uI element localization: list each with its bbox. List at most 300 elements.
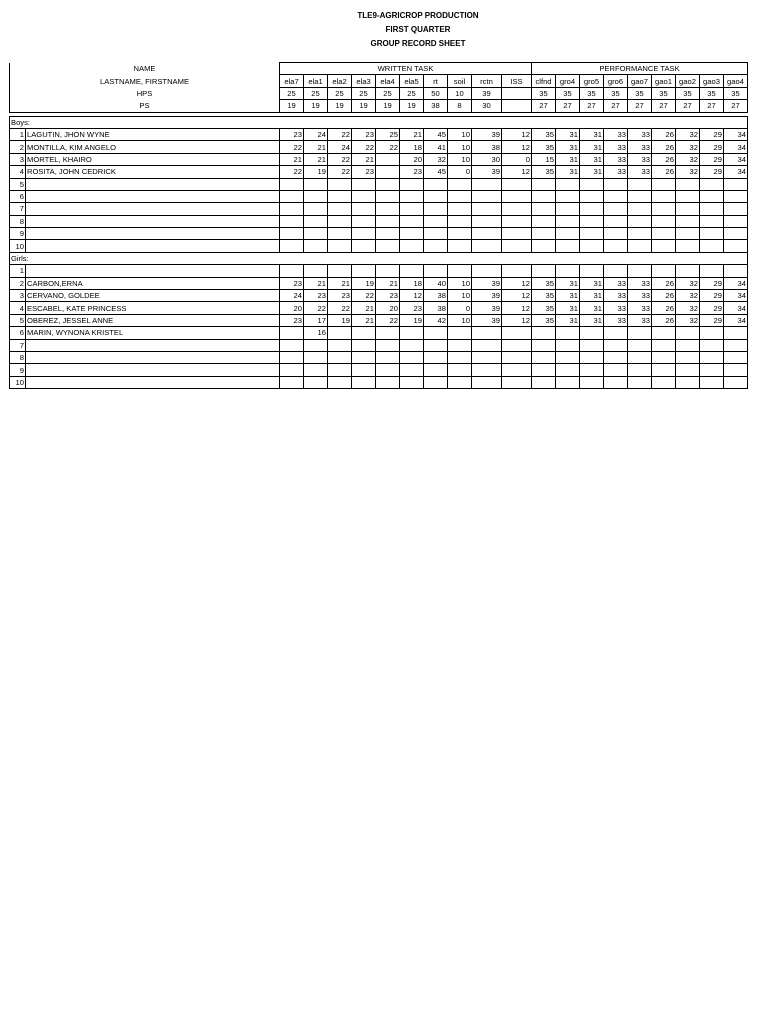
table-row — [10, 265, 748, 277]
ps-performance-cell: 27 — [604, 100, 628, 112]
written-score: 23 — [352, 166, 376, 178]
performance-score — [724, 228, 748, 240]
written-score — [448, 178, 472, 190]
row-number: 2 — [10, 141, 26, 153]
written-score: 38 — [424, 290, 448, 302]
student-name: MONTILLA, KIM ANGELO — [26, 141, 280, 153]
performance-score — [580, 327, 604, 339]
written-score — [352, 351, 376, 363]
performance-score — [724, 339, 748, 351]
performance-col-header: gao2 — [676, 75, 700, 87]
written-score — [400, 228, 424, 240]
performance-score: 33 — [628, 128, 652, 140]
written-score — [352, 203, 376, 215]
performance-score — [628, 228, 652, 240]
performance-score — [556, 376, 580, 388]
written-score — [280, 240, 304, 252]
performance-score — [700, 376, 724, 388]
performance-score — [676, 376, 700, 388]
row-number: 8 — [10, 351, 26, 363]
written-score: 39 — [472, 277, 502, 289]
performance-score — [580, 265, 604, 277]
header-row-ps — [10, 100, 748, 112]
performance-score: 33 — [604, 277, 628, 289]
performance-score: 31 — [580, 314, 604, 326]
performance-score — [556, 339, 580, 351]
performance-score — [532, 215, 556, 227]
written-score: 20 — [400, 153, 424, 165]
performance-score: 33 — [628, 153, 652, 165]
performance-score — [556, 240, 580, 252]
written-score — [400, 203, 424, 215]
performance-score — [628, 215, 652, 227]
written-score — [328, 364, 352, 376]
written-score: 22 — [328, 302, 352, 314]
performance-score — [532, 376, 556, 388]
table-row — [10, 277, 748, 289]
written-score — [328, 339, 352, 351]
written-score — [472, 203, 502, 215]
student-name: CARBON,ERNA — [26, 277, 280, 289]
written-score — [376, 351, 400, 363]
ps-label: PS — [10, 100, 280, 112]
performance-score — [652, 240, 676, 252]
student-name: ROSITA, JOHN CEDRICK — [26, 166, 280, 178]
performance-col-header: gao3 — [700, 75, 724, 87]
written-score — [352, 339, 376, 351]
performance-score: 29 — [700, 153, 724, 165]
written-score — [502, 364, 532, 376]
hps-performance-cell: 35 — [724, 87, 748, 99]
ps-written-cell: 19 — [376, 100, 400, 112]
written-score: 20 — [376, 302, 400, 314]
table-row — [10, 178, 748, 190]
performance-score — [676, 351, 700, 363]
written-score — [424, 376, 448, 388]
written-score — [352, 178, 376, 190]
written-score — [400, 265, 424, 277]
written-score — [472, 265, 502, 277]
written-score — [376, 153, 400, 165]
ps-written-cell: 30 — [472, 100, 502, 112]
written-score: 16 — [304, 327, 328, 339]
performance-score — [580, 215, 604, 227]
written-score — [280, 178, 304, 190]
written-score: 24 — [304, 128, 328, 140]
performance-score — [604, 215, 628, 227]
written-score — [502, 228, 532, 240]
performance-score: 29 — [700, 141, 724, 153]
written-score — [352, 228, 376, 240]
performance-score — [556, 215, 580, 227]
performance-score — [700, 228, 724, 240]
written-score — [280, 228, 304, 240]
name-subheader: LASTNAME, FIRSTNAME — [10, 75, 280, 87]
performance-score — [676, 203, 700, 215]
performance-score — [628, 178, 652, 190]
written-score: 21 — [400, 128, 424, 140]
row-number: 7 — [10, 203, 26, 215]
table-row — [10, 141, 748, 153]
written-score: 23 — [400, 302, 424, 314]
written-score — [328, 203, 352, 215]
written-task-header: WRITTEN TASK — [280, 63, 532, 75]
hps-performance-cell: 35 — [580, 87, 604, 99]
table-row — [10, 351, 748, 363]
performance-score: 34 — [724, 141, 748, 153]
written-score — [424, 203, 448, 215]
performance-task-header: PERFORMANCE TASK — [532, 63, 748, 75]
row-number: 6 — [10, 327, 26, 339]
performance-score: 32 — [676, 128, 700, 140]
written-score — [424, 327, 448, 339]
ps-performance-cell: 27 — [580, 100, 604, 112]
ps-performance-cell: 27 — [628, 100, 652, 112]
hps-performance-cell: 35 — [652, 87, 676, 99]
sheet-title-block — [0, 9, 768, 51]
written-score — [304, 364, 328, 376]
written-score — [304, 178, 328, 190]
written-score: 22 — [328, 128, 352, 140]
written-score — [304, 228, 328, 240]
performance-score — [604, 364, 628, 376]
performance-score: 35 — [532, 277, 556, 289]
written-score — [328, 228, 352, 240]
row-number: 5 — [10, 314, 26, 326]
written-score: 38 — [424, 302, 448, 314]
performance-score — [700, 265, 724, 277]
written-score — [328, 265, 352, 277]
written-score — [304, 376, 328, 388]
written-score: 19 — [352, 277, 376, 289]
written-score — [448, 240, 472, 252]
written-score — [352, 265, 376, 277]
performance-score — [724, 190, 748, 202]
performance-score — [724, 265, 748, 277]
performance-score — [724, 240, 748, 252]
written-score: 30 — [472, 153, 502, 165]
written-score — [304, 339, 328, 351]
performance-score — [700, 240, 724, 252]
name-header: NAME — [10, 63, 280, 75]
performance-score: 33 — [604, 302, 628, 314]
performance-score — [700, 364, 724, 376]
performance-score — [628, 203, 652, 215]
written-score: 23 — [280, 314, 304, 326]
performance-score — [652, 190, 676, 202]
performance-score — [604, 190, 628, 202]
performance-score — [532, 240, 556, 252]
written-score: 12 — [400, 290, 424, 302]
written-score: 42 — [424, 314, 448, 326]
written-col-header: ela1 — [304, 75, 328, 87]
performance-score — [724, 376, 748, 388]
hps-performance-cell: 35 — [700, 87, 724, 99]
performance-score: 34 — [724, 302, 748, 314]
performance-score — [628, 240, 652, 252]
table-row — [10, 153, 748, 165]
written-score — [280, 215, 304, 227]
written-score: 20 — [280, 302, 304, 314]
written-score — [304, 190, 328, 202]
performance-score: 32 — [676, 277, 700, 289]
ps-written-cell — [502, 100, 532, 112]
written-score — [502, 376, 532, 388]
performance-score — [676, 215, 700, 227]
written-score — [400, 190, 424, 202]
performance-score — [676, 178, 700, 190]
performance-score: 31 — [580, 277, 604, 289]
table-row — [10, 228, 748, 240]
student-name — [26, 203, 280, 215]
written-score — [352, 376, 376, 388]
written-score: 10 — [448, 128, 472, 140]
performance-score — [532, 327, 556, 339]
performance-score — [700, 327, 724, 339]
performance-score — [676, 364, 700, 376]
row-number: 9 — [10, 364, 26, 376]
written-score: 18 — [400, 141, 424, 153]
student-name — [26, 215, 280, 227]
performance-score — [652, 203, 676, 215]
performance-score: 31 — [580, 302, 604, 314]
written-score — [472, 178, 502, 190]
row-number: 10 — [10, 240, 26, 252]
row-number: 7 — [10, 339, 26, 351]
written-score: 32 — [424, 153, 448, 165]
written-score: 12 — [502, 314, 532, 326]
written-score: 21 — [280, 153, 304, 165]
performance-score — [580, 203, 604, 215]
written-score — [280, 203, 304, 215]
section-label: Girls: — [10, 252, 748, 264]
performance-score: 33 — [628, 166, 652, 178]
written-score — [424, 364, 448, 376]
written-score — [502, 265, 532, 277]
performance-score — [604, 228, 628, 240]
table-row — [10, 314, 748, 326]
performance-score — [604, 351, 628, 363]
performance-score — [676, 228, 700, 240]
written-score — [448, 376, 472, 388]
written-score — [400, 240, 424, 252]
row-number: 8 — [10, 215, 26, 227]
performance-score — [724, 178, 748, 190]
performance-score — [724, 215, 748, 227]
written-score: 23 — [352, 128, 376, 140]
written-score — [376, 265, 400, 277]
performance-score: 32 — [676, 314, 700, 326]
section-label-row — [10, 252, 748, 264]
performance-score: 31 — [556, 314, 580, 326]
performance-score: 26 — [652, 290, 676, 302]
performance-score — [604, 203, 628, 215]
performance-score — [532, 178, 556, 190]
performance-score — [652, 351, 676, 363]
performance-score — [700, 178, 724, 190]
written-score — [376, 203, 400, 215]
performance-score: 33 — [628, 302, 652, 314]
written-score: 21 — [304, 153, 328, 165]
ps-written-cell: 19 — [280, 100, 304, 112]
performance-score — [676, 339, 700, 351]
ps-written-cell: 19 — [304, 100, 328, 112]
written-score — [400, 376, 424, 388]
performance-score — [556, 178, 580, 190]
written-score: 21 — [304, 141, 328, 153]
written-score — [280, 327, 304, 339]
written-score — [328, 376, 352, 388]
performance-score — [532, 265, 556, 277]
hps-written-cell: 25 — [280, 87, 304, 99]
written-score — [304, 203, 328, 215]
written-score — [424, 190, 448, 202]
written-score — [328, 327, 352, 339]
performance-score: 35 — [532, 290, 556, 302]
written-score — [376, 364, 400, 376]
written-score — [472, 228, 502, 240]
ps-written-cell: 19 — [352, 100, 376, 112]
performance-score: 34 — [724, 290, 748, 302]
performance-score — [580, 339, 604, 351]
performance-score — [604, 265, 628, 277]
row-number: 1 — [10, 128, 26, 140]
written-score — [400, 339, 424, 351]
written-score: 10 — [448, 290, 472, 302]
hps-written-cell: 25 — [304, 87, 328, 99]
performance-score — [700, 215, 724, 227]
written-score — [376, 327, 400, 339]
performance-score — [580, 228, 604, 240]
table-row — [10, 203, 748, 215]
written-score: 12 — [502, 166, 532, 178]
performance-score: 29 — [700, 302, 724, 314]
written-score — [448, 215, 472, 227]
performance-score: 33 — [628, 314, 652, 326]
written-score: 0 — [448, 166, 472, 178]
written-score — [328, 215, 352, 227]
written-col-header: ela4 — [376, 75, 400, 87]
performance-score — [604, 178, 628, 190]
performance-score — [724, 364, 748, 376]
ps-performance-cell: 27 — [700, 100, 724, 112]
performance-score — [628, 339, 652, 351]
performance-score — [724, 351, 748, 363]
performance-score: 33 — [604, 153, 628, 165]
performance-score: 29 — [700, 314, 724, 326]
written-score: 10 — [448, 153, 472, 165]
written-score — [424, 240, 448, 252]
title-line-3: GROUP RECORD SHEET — [370, 39, 466, 48]
performance-score — [652, 178, 676, 190]
performance-col-header: gro5 — [580, 75, 604, 87]
written-score — [376, 240, 400, 252]
written-score: 23 — [328, 290, 352, 302]
student-name — [26, 228, 280, 240]
written-score — [400, 215, 424, 227]
performance-score: 31 — [580, 128, 604, 140]
written-score: 22 — [328, 153, 352, 165]
written-score: 23 — [280, 277, 304, 289]
written-score: 21 — [376, 277, 400, 289]
written-score — [424, 351, 448, 363]
performance-score: 32 — [676, 153, 700, 165]
written-score — [502, 203, 532, 215]
performance-score — [652, 339, 676, 351]
hps-written-cell — [502, 87, 532, 99]
student-name — [26, 265, 280, 277]
performance-score — [556, 203, 580, 215]
table-row — [10, 364, 748, 376]
written-score: 21 — [328, 277, 352, 289]
student-name — [26, 240, 280, 252]
student-name: CERVANO, GOLDEE — [26, 290, 280, 302]
performance-score — [532, 228, 556, 240]
performance-score — [580, 190, 604, 202]
written-score: 10 — [448, 314, 472, 326]
hps-performance-cell: 35 — [676, 87, 700, 99]
performance-score — [676, 190, 700, 202]
written-col-header: ela5 — [400, 75, 424, 87]
performance-score: 34 — [724, 166, 748, 178]
written-score: 22 — [352, 290, 376, 302]
written-score — [472, 240, 502, 252]
hps-written-cell: 39 — [472, 87, 502, 99]
performance-score: 26 — [652, 166, 676, 178]
written-score: 21 — [304, 277, 328, 289]
performance-score: 34 — [724, 128, 748, 140]
written-col-header: ela7 — [280, 75, 304, 87]
performance-score: 31 — [556, 277, 580, 289]
performance-score — [700, 190, 724, 202]
written-score — [472, 376, 502, 388]
written-score: 45 — [424, 166, 448, 178]
student-name: ESCABEL, KATE PRINCESS — [26, 302, 280, 314]
written-score — [376, 376, 400, 388]
written-score — [376, 178, 400, 190]
performance-score — [628, 351, 652, 363]
performance-col-header: clfnd — [532, 75, 556, 87]
written-score — [304, 240, 328, 252]
performance-score — [580, 240, 604, 252]
performance-score: 35 — [532, 314, 556, 326]
written-score — [400, 178, 424, 190]
performance-score: 33 — [604, 128, 628, 140]
written-score: 39 — [472, 314, 502, 326]
written-score — [502, 178, 532, 190]
written-score: 25 — [376, 128, 400, 140]
performance-score: 31 — [556, 302, 580, 314]
performance-score: 29 — [700, 128, 724, 140]
written-score — [472, 351, 502, 363]
row-number: 4 — [10, 302, 26, 314]
row-number: 10 — [10, 376, 26, 388]
written-score — [424, 339, 448, 351]
performance-score: 26 — [652, 153, 676, 165]
ps-performance-cell: 27 — [556, 100, 580, 112]
written-score — [424, 265, 448, 277]
written-score — [400, 351, 424, 363]
performance-score — [700, 339, 724, 351]
written-score: 17 — [304, 314, 328, 326]
student-name — [26, 351, 280, 363]
ps-written-cell: 38 — [424, 100, 448, 112]
written-score: 22 — [352, 141, 376, 153]
written-score — [400, 364, 424, 376]
hps-written-cell: 10 — [448, 87, 472, 99]
performance-score: 33 — [604, 166, 628, 178]
performance-score: 33 — [604, 141, 628, 153]
